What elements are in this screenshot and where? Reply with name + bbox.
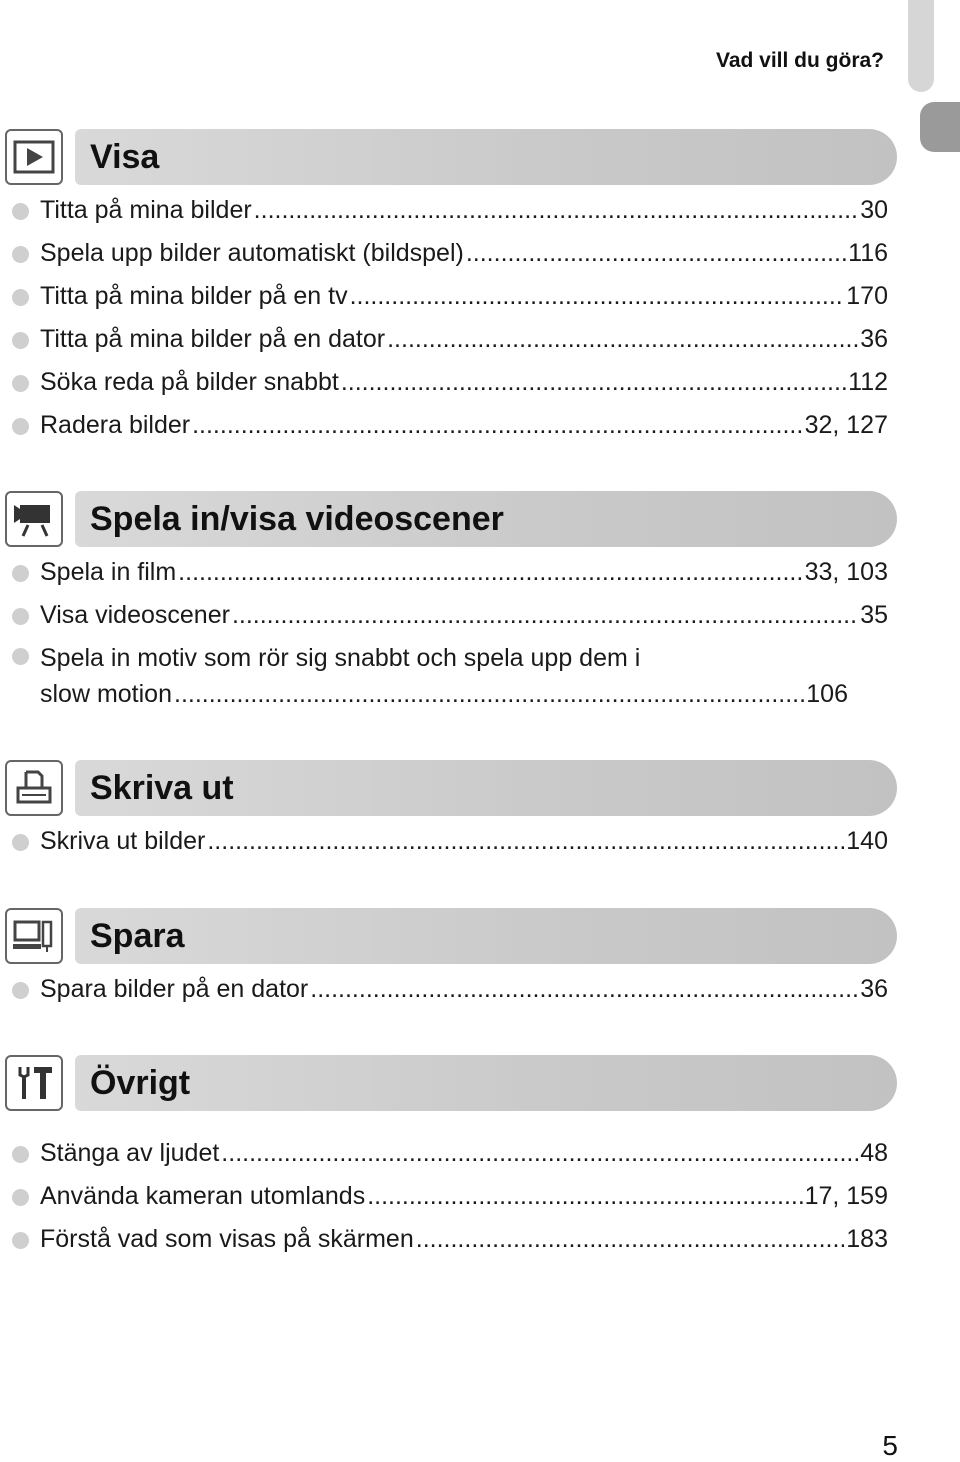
item-label: Skriva ut bilder — [40, 827, 206, 855]
edge-index-tab-top — [908, 0, 934, 92]
list-item[interactable] — [0, 1175, 888, 1218]
section-title: Övrigt — [90, 1064, 191, 1102]
section-title: Visa — [90, 138, 160, 176]
computer-icon — [5, 908, 63, 964]
printer-icon — [5, 760, 63, 816]
section-title: Spela in/visa videoscener — [90, 500, 504, 538]
section-header — [0, 491, 900, 551]
leader-dots — [387, 318, 858, 361]
leader-dots — [221, 1132, 858, 1175]
section-video — [0, 491, 900, 717]
section-title-bar — [75, 908, 897, 964]
list-item[interactable] — [0, 361, 888, 404]
bullet — [12, 565, 29, 582]
item-label: Visa videoscener — [40, 601, 230, 629]
leader-dots — [367, 1175, 802, 1218]
section-title: Spara — [90, 917, 185, 955]
item-page-ref[interactable]: 106 — [806, 680, 848, 708]
section-title: Skriva ut — [90, 769, 234, 807]
item-list — [0, 820, 900, 863]
running-head: Vad vill du göra? — [715, 49, 884, 72]
list-item[interactable] — [0, 404, 888, 447]
section-other — [0, 1055, 900, 1261]
leader-dots — [416, 1218, 845, 1261]
list-item[interactable] — [0, 1132, 888, 1175]
item-page-ref[interactable]: 33, 103 — [804, 558, 888, 586]
list-item[interactable] — [0, 968, 888, 1011]
page-number: 5 — [882, 1430, 898, 1461]
item-list — [0, 189, 900, 447]
list-item[interactable] — [0, 551, 888, 594]
list-item[interactable] — [0, 820, 888, 863]
leader-dots — [310, 968, 858, 1011]
item-page-ref[interactable]: 48 — [860, 1139, 888, 1167]
item-label: Titta på mina bilder på en tv — [40, 282, 348, 310]
leader-dots — [178, 551, 802, 594]
bullet — [12, 834, 29, 851]
item-label: Spara bilder på en dator — [40, 975, 309, 1003]
item-label: Söka reda på bilder snabbt — [40, 368, 339, 396]
section-header — [0, 908, 900, 968]
item-list — [0, 551, 900, 717]
leader-dots — [466, 232, 846, 275]
item-page-ref[interactable]: 36 — [860, 325, 888, 353]
item-label: slow motion — [40, 680, 172, 708]
item-page-ref[interactable]: 30 — [860, 196, 888, 224]
leader-dots — [341, 361, 846, 404]
bullet — [12, 1189, 29, 1206]
item-label: Spela upp bilder automatiskt (bildspel) — [40, 239, 464, 267]
item-label: Använda kameran utomlands — [40, 1182, 366, 1210]
section-print — [0, 760, 900, 863]
bullet — [12, 246, 29, 263]
bullet — [12, 648, 29, 665]
bullet — [12, 1146, 29, 1163]
item-page-ref[interactable]: 183 — [846, 1225, 888, 1253]
section-title-bar — [75, 1055, 897, 1111]
item-list — [0, 1132, 900, 1261]
item-label: Stänga av ljudet — [40, 1139, 220, 1167]
edge-index-tab-active — [920, 102, 960, 152]
section-title-bar — [75, 129, 897, 185]
item-page-ref[interactable]: 112 — [848, 368, 888, 396]
item-label: Titta på mina bilder — [40, 196, 252, 224]
tools-icon — [5, 1055, 63, 1111]
leader-dots — [232, 594, 858, 637]
movie-camera-icon — [5, 491, 63, 547]
bullet — [12, 203, 29, 220]
item-label: Titta på mina bilder på en dator — [40, 325, 386, 353]
list-item[interactable] — [0, 189, 888, 232]
leader-dots — [192, 404, 802, 447]
section-save — [0, 908, 900, 1011]
leader-dots — [207, 820, 844, 863]
item-label: Spela in film — [40, 558, 177, 586]
item-page-ref[interactable]: 35 — [860, 601, 888, 629]
list-item[interactable] — [0, 594, 888, 637]
item-label-line1: Spela in motiv som rör sig snabbt och spela upp dem i — [40, 644, 641, 672]
list-item[interactable] — [0, 275, 888, 318]
bullet — [12, 982, 29, 999]
leader-dots — [350, 275, 845, 318]
item-page-ref[interactable]: 32, 127 — [804, 411, 888, 439]
leader-dots — [254, 189, 859, 232]
bullet — [12, 332, 29, 349]
section-header — [0, 760, 900, 820]
item-list — [0, 968, 900, 1011]
leader-dots — [174, 676, 804, 712]
bullet — [12, 375, 29, 392]
list-item[interactable] — [0, 318, 888, 361]
item-page-ref[interactable]: 17, 159 — [804, 1182, 888, 1210]
bullet — [12, 289, 29, 306]
section-header — [0, 1055, 900, 1115]
list-item[interactable] — [0, 232, 888, 275]
bullet — [12, 608, 29, 625]
bullet — [12, 418, 29, 435]
item-page-ref[interactable]: 116 — [848, 239, 888, 267]
item-page-ref[interactable]: 36 — [860, 975, 888, 1003]
item-page-ref[interactable]: 140 — [846, 827, 888, 855]
section-visa — [0, 129, 900, 447]
item-label: Förstå vad som visas på skärmen — [40, 1225, 414, 1253]
item-label: Radera bilder — [40, 411, 191, 439]
section-header — [0, 129, 900, 189]
list-item[interactable] — [0, 637, 848, 717]
list-item[interactable] — [0, 1218, 888, 1261]
bullet — [12, 1232, 29, 1249]
item-page-ref[interactable]: 170 — [846, 282, 888, 310]
playback-icon — [5, 129, 63, 185]
